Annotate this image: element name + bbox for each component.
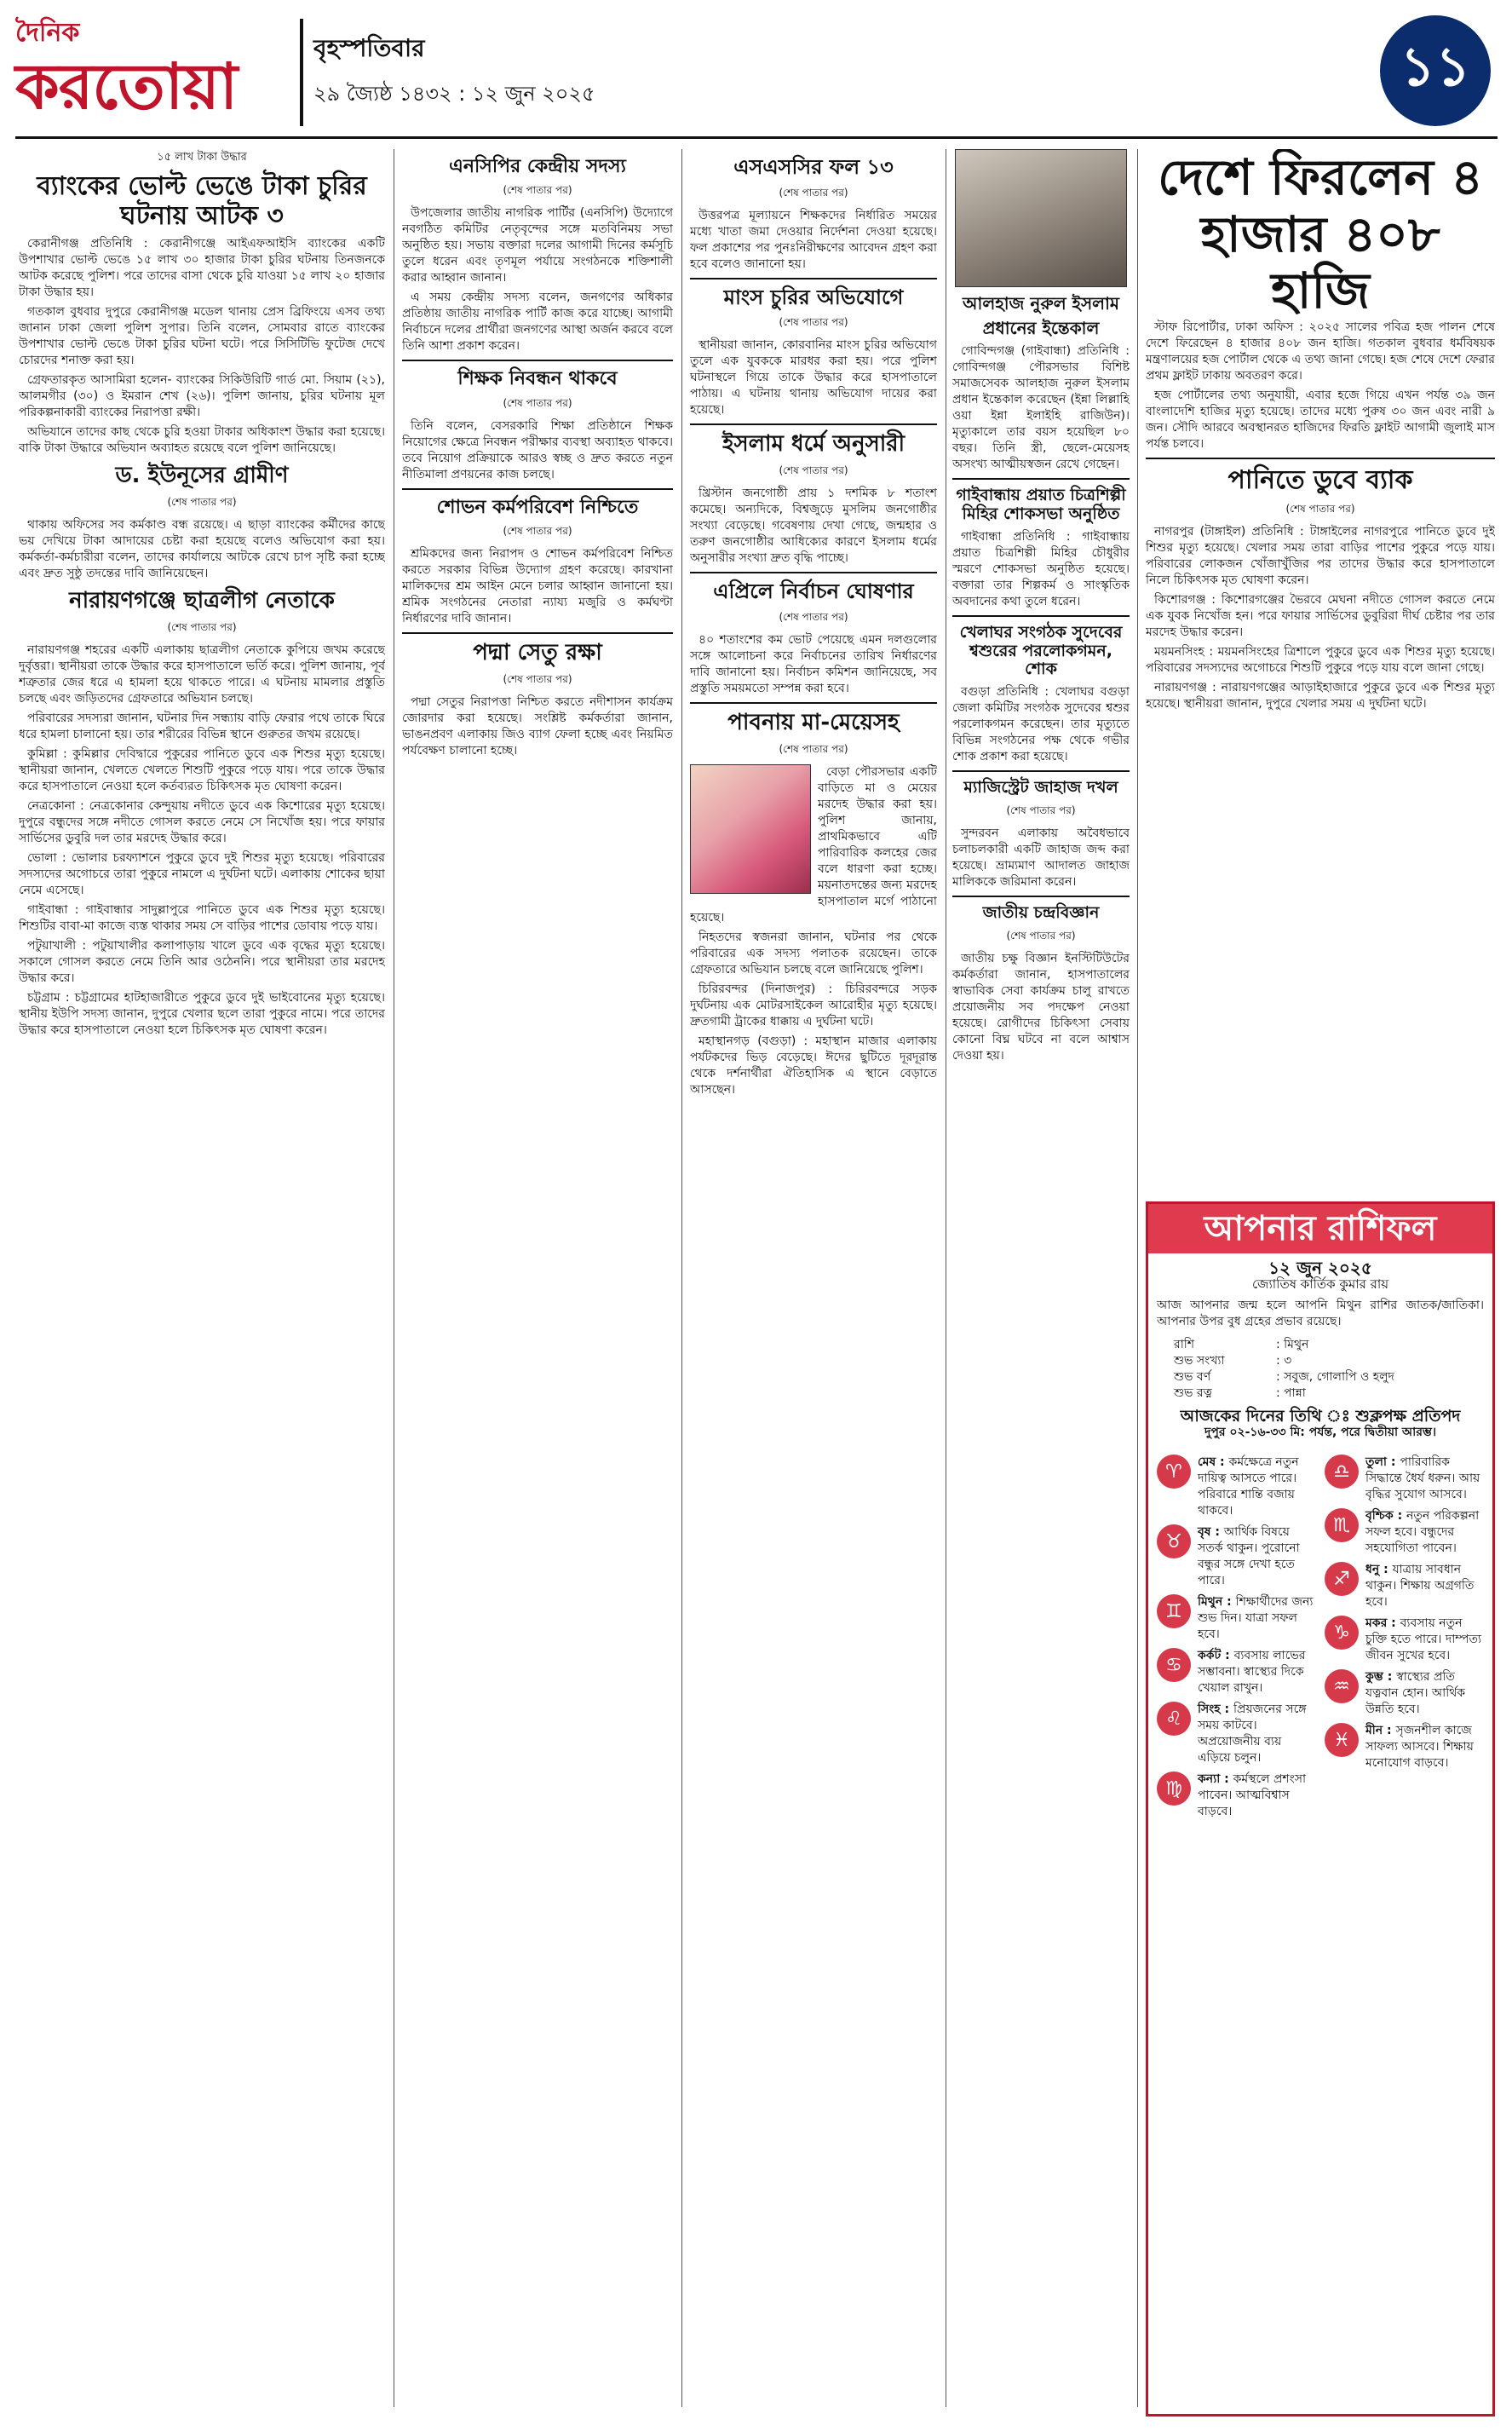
article-paragraph: ভোলা : ভোলার চরফ্যাশনে পুকুরে ডুবে দুই শিশুর মৃত্যু হয়েছে। পরিবারের সদস্যদের অগোচরে তারা পুকুরে নামলে এ দুর্ঘটনা ঘটে। এলাকায় শোকের ছায়া নেমে এসেছে। — [19, 850, 385, 897]
continued-label: (শেষ পাতার পর) — [503, 524, 572, 537]
horoscope-table-value: : সবুজ, গোলাপি ও হলুদ — [1276, 1370, 1394, 1384]
continued-label: (শেষ পাতার পর) — [167, 620, 237, 633]
zodiac-entry — [1325, 1669, 1484, 1718]
zodiac-text — [1198, 1702, 1316, 1766]
article-paragraph: গোবিন্দগঞ্জ (গাইবান্ধা) প্রতিনিধি : গোবিন্দগঞ্জ পৌরসভার বিশিষ্ট সমাজসেবক আলহাজ নুরুল ইসলাম প্রধান ইন্তেকাল করেছেন (ইন্না লিল্লাহি ওয়া ইন্না ইলাইহি রাজিউন)। মৃত্যুকালে তার বয়স হয়েছিল ৮০ বছর। তিনি স্ত্রী, ছেলে-মেয়েসহ অসংখ্য আত্মীয়স্বজন রেখে গেছেন। — [952, 344, 1130, 471]
zodiac-entry — [1157, 1771, 1316, 1820]
zodiac-sign-icon: ♏ — [1325, 1508, 1359, 1542]
zodiac-prediction: সৃজনশীল কাজে সাফল্য আসবে। শিক্ষায় মনোযোগ বাড়বে। — [1365, 1724, 1474, 1770]
horoscope-table-value: : পান্না — [1276, 1386, 1306, 1400]
article-headline: শোভন কর্মপরিবেশ নিশ্চিতে — [436, 496, 639, 518]
zodiac-sign-icon: ♊ — [1157, 1594, 1191, 1628]
tithi-heading: আজকের দিনের তিথি ঃ শুক্লপক্ষ প্রতিপদ — [1180, 1407, 1461, 1426]
article-headline: এসএসসির ফল ১৩ — [733, 155, 894, 179]
continued-label: (শেষ পাতার পর) — [779, 742, 848, 755]
horoscope-table-value: : ৩ — [1276, 1354, 1292, 1368]
zodiac-name: বৃষ : — [1198, 1525, 1224, 1539]
zodiac-entry — [1325, 1455, 1484, 1503]
zodiac-name: কুম্ভ : — [1365, 1670, 1397, 1684]
article-headline: ম্যাজিস্ট্রেট জাহাজ দখল — [963, 778, 1118, 798]
article-headline: খেলাঘর সংগঠক সুদেবের শ্বশুরের পরলোকগমন, শোক — [959, 622, 1123, 679]
article-headline: গাইবান্ধায় প্রয়াত চিত্রশিল্পী মিহির শোকসভা অনুষ্ঠিত — [956, 486, 1126, 523]
section-rule — [402, 632, 673, 634]
continued-label: (শেষ পাতার পর) — [503, 396, 572, 409]
zodiac-entry — [1157, 1524, 1316, 1589]
horoscope-table-row — [1174, 1353, 1484, 1369]
section-rule — [952, 896, 1130, 897]
article-paragraph: কুমিল্লা : কুমিল্লার দেবিদ্বারে পুকুরের পানিতে ডুবে এক শিশুর মৃত্যু হয়েছে। স্থানীয়রা জানান, খেলতে খেলতে শিশুটি পুকুরে পড়ে যায়। পরে তাকে উদ্ধার করে হাসপাতালে নেওয়া হলে কর্তব্যরত চিকিৎসক মৃত ঘোষণা করেন। — [19, 746, 385, 793]
zodiac-name: কন্যা : — [1198, 1772, 1233, 1786]
article-headline: ব্যাংকের ভোল্ট ভেঙে টাকা চুরির ঘটনায় আটক ৩ — [37, 171, 367, 231]
zodiac-entry — [1157, 1455, 1316, 1519]
section-rule — [402, 488, 673, 490]
zodiac-prediction: প্রিয়জনের সঙ্গে সময় কাটবে। অপ্রয়োজনীয় ব্যয় এড়িয়ে চলুন। — [1198, 1702, 1307, 1765]
zodiac-prediction: পারিবারিক সিদ্ধান্তে ধৈর্য ধরুন। আয় বৃদ্ধির সুযোগ আসবে। — [1365, 1455, 1480, 1501]
article-paragraph: কিশোরগঞ্জ : কিশোরগঞ্জের ভৈরবে মেঘনা নদীতে গোসল করতে নেমে এক যুবক নিখোঁজ হন। পরে ফায়ার সার্ভিসের ডুবুরিরা দীর্ঘ চেষ্টার পর তার মরদেহ উদ্ধার করেন। — [1146, 592, 1495, 639]
article-paragraph: বগুড়া প্রতিনিধি : খেলাঘর বগুড়া জেলা কমিটির সংগঠক সুদেবের শ্বশুর পরলোকগমন করেছেন। তার মৃত্যুতে বিভিন্ন সংগঠনের পক্ষ থেকে গভীর শোক প্রকাশ করা হয়েছে। — [952, 685, 1130, 764]
column-2 — [402, 149, 673, 2407]
article-paragraph: নেত্রকোনা : নেত্রকোনার কেন্দুয়ায় নদীতে ডুবে এক কিশোরের মৃত্যু হয়েছে। দুপুরে বন্ধুদের সঙ্গে নদীতে গোসল করতে নেমে সে নিখোঁজ হয়। পরে ফায়ার সার্ভিসের ডুবুরি দল তার মরদেহ উদ্ধার করে। — [19, 798, 385, 845]
zodiac-text — [1365, 1669, 1484, 1718]
zodiac-sign-icon: ♎ — [1325, 1455, 1359, 1489]
zodiac-entry — [1157, 1594, 1316, 1643]
newspaper-logo — [15, 12, 296, 140]
logo-small-text: দৈনিক — [15, 18, 80, 48]
zodiac-name: সিংহ : — [1198, 1702, 1233, 1716]
tithi-time: দুপুর ০২-১৬-৩৩ মি: পর্যন্ত, পরে দ্বিতীয়া আরম্ভ। — [1204, 1426, 1436, 1439]
article-paragraph: উপজেলার জাতীয় নাগরিক পার্টির (এনসিপি) উদ্যোগে নবগঠিত কমিটির নেতৃবৃন্দের সঙ্গে মতবিনিময় সভা অনুষ্ঠিত হয়। সভায় বক্তারা দলের আগামী দিনের কর্মসূচি তুলে ধরেন এবং তৃণমূল পর্যায়ে সংগঠনকে শক্তিশালী করার আহ্বান জানান। — [402, 206, 673, 285]
zodiac-prediction: কর্মক্ষেত্রে নতুন দায়িত্ব আসতে পারে। পরিবারে শান্তি বজায় থাকবে। — [1198, 1455, 1299, 1518]
article-headline: ড. ইউনূসের গ্রামীণ — [115, 463, 289, 488]
horoscope-table-value: : মিথুন — [1276, 1338, 1309, 1351]
article-headline: পাবনায় মা-মেয়েসহ — [727, 709, 900, 735]
continued-label: (শেষ পাতার পর) — [1285, 502, 1355, 515]
zodiac-text — [1365, 1723, 1484, 1771]
zodiac-entry — [1157, 1702, 1316, 1766]
article-paragraph: নারায়ণগঞ্জ শহরের একটি এলাকায় ছাত্রলীগ নেতাকে কুপিয়ে জখম করেছে দুর্বৃত্তরা। স্থানীয়রা তাকে উদ্ধার করে হাসপাতালে ভর্তি করে। পুলিশ জানায়, পূর্ব শত্রুতার জের ধরে এ হামলা হয়ে থাকতে পারে। এ ঘটনায় মামলার প্রস্তুতি চলছে এবং জড়িতদের গ্রেফতারে অভিযান চলছে। — [19, 642, 385, 706]
zodiac-prediction: ব্যবসায় লাভের সম্ভাবনা। স্বাস্থ্যের দিকে খেয়াল রাখুন। — [1198, 1649, 1306, 1695]
zodiac-text — [1198, 1455, 1316, 1519]
horoscope-box — [1146, 1201, 1495, 2417]
article-paragraph: পটুয়াখালী : পটুয়াখালীর কলাপাড়ায় খালে ডুবে এক বৃদ্ধের মৃত্যু হয়েছে। সকালে গোসল করতে নেমে তিনি আর ওঠেননি। পরে স্থানীয়রা তার মরদেহ উদ্ধার করে। — [19, 938, 385, 985]
portrait-photo — [955, 149, 1127, 287]
zodiac-name: কর্কট : — [1198, 1649, 1234, 1662]
continued-label: (শেষ পাতার পর) — [167, 495, 237, 508]
article-paragraph: অভিযানে তাদের কাছ থেকে চুরি হওয়া টাকার অধিকাংশ উদ্ধার করা হয়েছে। বাকি টাকা উদ্ধারে অভিযান অব্যাহত রয়েছে বলে পুলিশ জানিয়েছে। — [19, 425, 385, 455]
horoscope-table-row — [1174, 1369, 1484, 1385]
column-5 — [1146, 149, 1495, 1172]
horoscope-intro: আজ আপনার জন্ম হলে আপনি মিথুন রাশির জাতক/জাতিকা। আপনার উপর বুধ গ্রহের প্রভাব রয়েছে। — [1157, 1299, 1484, 1328]
article-paragraph: মহাস্থানগড় (বগুড়া) : মহাস্থান মাজার এলাকায় পর্যটকদের ভিড় বেড়েছে। ঈদের ছুটিতে দূরদূরান্ত থেকে দর্শনার্থীরা ঐতিহাসিক এ স্থানে বেড়াতে আসছেন। — [690, 1034, 937, 1097]
section-rule — [690, 702, 937, 704]
article-headline: এপ্রিলে নির্বাচন ঘোষণার — [713, 579, 914, 604]
zodiac-text — [1198, 1648, 1316, 1697]
article-kicker: ১৫ লাখ টাকা উদ্ধার — [157, 151, 247, 164]
zodiac-name: মেষ : — [1198, 1455, 1229, 1469]
article-paragraph: গাইবান্ধা : গাইবান্ধার সাদুল্লাপুরে পানিতে ডুবে এক শিশুর মৃত্যু হয়েছে। শিশুটির বাবা-মা কাজে ব্যস্ত থাকার সময় সে বাড়ির পাশের ডোবায় পড়ে যায়। — [19, 902, 385, 933]
article-headline: পদ্মা সেতু রক্ষা — [473, 639, 602, 665]
section-rule — [952, 615, 1130, 617]
continued-label: (শেষ পাতার পর) — [779, 610, 848, 623]
horoscope-title: আপনার রাশিফল — [1148, 1204, 1492, 1253]
page-number-badge: ১১ — [1380, 15, 1491, 126]
article-paragraph: ৪০ শতাংশের কম ভোট পেয়েছে এমন দলগুলোর সঙ্গে আলোচনা করে নির্বাচনের তারিখ নির্ধারণের দাবি জানানো হয়। নির্বাচন কমিশন জানিয়েছে, সব প্রস্তুতি সময়মতো সম্পন্ন করা হবে। — [690, 632, 937, 695]
horoscope-body — [1148, 1253, 1492, 1832]
continued-label: (শেষ পাতার পর) — [779, 464, 848, 477]
continued-label: (শেষ পাতার পর) — [1006, 929, 1076, 942]
continued-label: (শেষ পাতার পর) — [779, 316, 848, 329]
section-rule — [952, 478, 1130, 480]
section-rule — [1146, 458, 1495, 459]
article-headline: ইসলাম ধর্মে অনুসারী — [722, 431, 905, 458]
article-paragraph: নারায়ণগঞ্জ : নারায়ণগঞ্জের আড়াইহাজারে পুকুরে ডুবে এক শিশুর মৃত্যু হয়েছে। স্থানীয়রা জানান, দুপুরে খেলার সময় এ দুর্ঘটনা ঘটে। — [1146, 680, 1495, 711]
article-paragraph: চিরিরবন্দর (দিনাজপুর) : চিরিরবন্দরে সড়ক দুর্ঘটনায় এক মোটরসাইকেল আরোহীর মৃত্যু হয়েছে। দ্রুতগামী ট্রাকের ধাক্কায় এ দুর্ঘটনা ঘটে। — [690, 982, 937, 1028]
article-paragraph: উত্তরপত্র মূল্যায়নে শিক্ষকদের নির্ধারিত সময়ের মধ্যে খাতা জমা দেওয়ার নির্দেশনা দেওয়া হয়েছে। ফল প্রকাশের পর পুনঃনিরীক্ষণের আবেদন গ্রহণ করা হবে বলেও জানানো হয়। — [690, 208, 937, 271]
continued-label: (শেষ পাতার পর) — [503, 184, 572, 197]
horoscope-table — [1174, 1337, 1484, 1402]
article-paragraph: সুন্দরবন এলাকায় অবৈধভাবে চলাচলকারী একটি জাহাজ জব্দ করা হয়েছে। ভ্রাম্যমাণ আদালত জাহাজ মালিককে জরিমানা করেন। — [952, 827, 1130, 890]
zodiac-sign-icon: ♋ — [1157, 1648, 1191, 1682]
zodiac-name: মিথুন : — [1198, 1595, 1236, 1609]
zodiac-prediction: ব্যবসায় নতুন চুক্তি হতে পারে। দাম্পত্য জীবন সুখের হবে। — [1365, 1616, 1482, 1662]
child-photo — [690, 764, 811, 894]
zodiac-text — [1365, 1616, 1484, 1664]
zodiac-sign-icon: ♑ — [1325, 1616, 1359, 1650]
horoscope-table-key: রাশি — [1174, 1338, 1195, 1351]
article-headline: পানিতে ডুবে ব্যাক — [1227, 465, 1413, 496]
article-paragraph: ময়মনসিংহ : ময়মনসিংহের ত্রিশালে পুকুরে ডুবে এক শিশুর মৃত্যু হয়েছে। পরিবারের সদস্যদের অগোচরে শিশুটি পুকুরে পড়ে যায় বলে জানা গেছে। — [1146, 644, 1495, 675]
article-paragraph: পদ্মা সেতুর নিরাপত্তা নিশ্চিত করতে নদীশাসন কার্যক্রম জোরদার করা হয়েছে। সংশ্লিষ্ট কর্মকর্তারা জানান, ভাঙনপ্রবণ এলাকায় জিও ব্যাগ ফেলা হচ্ছে এবং নিয়মিত পর্যবেক্ষণ চালানো হচ্ছে। — [402, 694, 673, 758]
column-divider — [1137, 149, 1138, 2407]
article-headline: এনসিপির কেন্দ্রীয় সদস্য — [449, 156, 626, 177]
article-paragraph: এ সময় কেন্দ্রীয় সদস্য বলেন, জনগণের অধিকার প্রতিষ্ঠায় জাতীয় নাগরিক পার্টি কাজ করে যাচ্ছে। আগামী নির্বাচনে দলের প্রার্থীরা জনগণের আস্থা অর্জন করবে বলে তিনি আশা প্রকাশ করেন। — [402, 291, 673, 354]
continued-label: (শেষ পাতার পর) — [779, 186, 848, 199]
article-paragraph: কেরানীগঞ্জ প্রতিনিধি : কেরানীগঞ্জে আইএফআইসি ব্যাংকের একটি উপশাখার ভোল্ট ভেঙে ১৫ লাখ ৩০ হাজার টাকা চুরির ঘটনায় তিনজনকে আটক করেছে পুলিশ। পরে তাদের বাসা থেকে চুরি যাওয়া ১৫ লাখ ২০ হাজার টাকা উদ্ধার হয়। — [19, 237, 385, 299]
zodiac-name: মকর : — [1365, 1616, 1400, 1630]
zodiac-text — [1365, 1562, 1484, 1610]
zodiac-name: ধনু : — [1365, 1563, 1393, 1576]
zodiac-list-left — [1157, 1449, 1316, 1825]
zodiac-prediction: স্বাস্থ্যের প্রতি যত্নবান হোন। আর্থিক উন্নতি হবে। — [1365, 1670, 1466, 1716]
article-paragraph: নাগরপুর (টাঙ্গাইল) প্রতিনিধি : টাঙ্গাইলের নাগরপুরে পানিতে ডুবে দুই শিশুর মৃত্যু হয়েছে। খেলার সময় তারা বাড়ির পাশের পুকুরে পড়ে যায়। পরিবারের লোকজন খোঁজাখুঁজির পর তাদের উদ্ধার করে হাসপাতালে নিলে চিকিৎসক মৃত ঘোষণা করেন। — [1146, 524, 1495, 587]
zodiac-prediction: আর্থিক বিষয়ে সতর্ক থাকুন। পুরোনো বন্ধুর সঙ্গে দেখা হতে পারে। — [1198, 1525, 1300, 1587]
zodiac-sign-icon: ♌ — [1157, 1702, 1191, 1736]
issue-date: ২৯ জ্যৈষ্ঠ ১৪৩২ : ১২ জুন ২০২৫ — [313, 82, 595, 106]
article-paragraph: স্টাফ রিপোর্টার, ঢাকা অফিস : ২০২৫ সালের পবিত্র হজ পালন শেষে দেশে ফিরেছেন ৪ হাজার ৪০৮ জন হাজি। গতকাল বুধবার ধর্মবিষয়ক মন্ত্রণালয়ের হজ পোর্টাল থেকে এ তথ্য জানা গেছে। হজ শেষে দেশে ফেরার প্রথম ফ্লাইট ঢাকায় অবতরণ করে। — [1146, 320, 1495, 383]
section-rule — [690, 572, 937, 573]
horoscope-table-row — [1174, 1337, 1484, 1353]
lead-headline: দেশে ফিরলেন ৪ হাজার ৪০৮ হাজি — [1158, 149, 1483, 320]
zodiac-prediction: নতুন পরিকল্পনা সফল হবে। বন্ধুদের সহযোগিতা পাবেন। — [1365, 1509, 1480, 1555]
column-divider — [681, 149, 682, 2407]
zodiac-list-right — [1325, 1449, 1484, 1825]
horoscope-author: জ্যোতিষ কার্তিক কুমার রায় — [1251, 1276, 1389, 1292]
article-paragraph: খ্রিস্টান জনগোষ্ঠী প্রায় ১ দশমিক ৮ শতাংশ কমেছে। অন্যদিকে, বিশ্বজুড়ে মুসলিম জনগোষ্ঠীর সংখ্যা বেড়েছে। গবেষণায় দেখা গেছে, জন্মহার ও তরুণ জনগোষ্ঠীর আধিক্যের কারণে ইসলাম ধর্মের অনুসারীর সংখ্যা দ্রুত বৃদ্ধি পাচ্ছে। — [690, 487, 937, 566]
zodiac-text — [1198, 1771, 1316, 1820]
zodiac-text — [1198, 1594, 1316, 1643]
zodiac-sign-icon: ♉ — [1157, 1524, 1191, 1558]
article-paragraph: চট্টগ্রাম : চট্টগ্রামের হাটহাজারীতে পুকুরে ডুবে দুই ভাইবোনের মৃত্যু হয়েছে। স্থানীয় ইউপি সদস্য জানান, দুপুরে খেলার ছলে তারা পুকুরে নামে। পরে তাদের উদ্ধার করে হাসপাতালে নেওয়া হলে চিকিৎসক মৃত ঘোষণা করেন। — [19, 990, 385, 1037]
zodiac-entry — [1325, 1508, 1484, 1557]
zodiac-sign-icon: ♍ — [1157, 1771, 1191, 1806]
zodiac-prediction: কর্মস্থলে প্রশংসা পাবেন। আত্মবিশ্বাস বাড়বে। — [1198, 1772, 1307, 1818]
zodiac-prediction: শিক্ষার্থীদের জন্য শুভ দিন। যাত্রা সফল হবে। — [1198, 1595, 1314, 1641]
horoscope-date: ১২ জুন ২০২৫ — [1268, 1258, 1372, 1278]
zodiac-sign-icon: ♈ — [1157, 1455, 1191, 1489]
zodiac-name: তুলা : — [1365, 1455, 1400, 1469]
article-paragraph: পরিবারের সদস্যরা জানান, ঘটনার দিন সন্ধ্যায় বাড়ি ফেরার পথে তাকে ঘিরে ধরে হামলা চালানো হয়। তার শরীরের বিভিন্ন স্থানে গুরুতর জখম রয়েছে। — [19, 711, 385, 741]
section-rule — [690, 423, 937, 425]
article-paragraph: হজ পোর্টালের তথ্য অনুযায়ী, এবার হজে গিয়ে এখন পর্যন্ত ৩৯ জন বাংলাদেশি হাজির মৃত্যু হয়েছে। তাদের মধ্যে পুরুষ ৩০ জন এবং নারী ৯ জন। সৌদি আরবে অবস্থানরত হাজিদের ফিরতি ফ্লাইট আগামী জুলাই মাস পর্যন্ত চলবে। — [1146, 389, 1495, 452]
zodiac-entry — [1325, 1616, 1484, 1664]
article-headline: শিক্ষক নিবন্ধন থাকবে — [457, 368, 618, 390]
article-paragraph: গতকাল বুধবার দুপুরে কেরানীগঞ্জ মডেল থানায় প্রেস ব্রিফিংয়ে এসব তথ্য জানান ঢাকা জেলা পুলিশ সুপার। তিনি বলেন, সোমবার রাতে ব্যাংকের উপশাখার ভোল্ট ভেঙে টাকা চুরির ঘটনা ঘটে। পরে সিসিটিভি ফুটেজ দেখে চোরদের শনাক্ত করা হয়। — [19, 305, 385, 367]
article-headline: প্রধানের ইন্তেকাল — [982, 318, 1100, 338]
obituary-name: আলহাজ নুরুল ইসলাম — [963, 293, 1119, 314]
zodiac-entry — [1325, 1562, 1484, 1610]
zodiac-name: বৃশ্চিক : — [1365, 1509, 1407, 1523]
article-paragraph: শ্রমিকদের জন্য নিরাপদ ও শোভন কর্মপরিবেশ নিশ্চিত করতে সরকার বিভিন্ন উদ্যোগ গ্রহণ করেছে। কারখানা মালিকদের শ্রম আইন মেনে চলার আহ্বান জানানো হয়। শ্রমিক সংগঠনের নেতারা ন্যায্য মজুরি ও কর্মঘণ্টা নির্ধারণের দাবি জানান। — [402, 546, 673, 625]
zodiac-entry — [1157, 1648, 1316, 1697]
continued-label: (শেষ পাতার পর) — [503, 672, 572, 685]
zodiac-sign-icon: ♒ — [1325, 1669, 1359, 1703]
column-3 — [690, 149, 937, 2407]
horoscope-table-key: শুভ রত্ন — [1174, 1386, 1212, 1400]
article-paragraph: গাইবান্ধা প্রতিনিধি : গাইবান্ধায় প্রয়াত চিত্রশিল্পী মিহির চৌধুরীর স্মরণে শোকসভা অনুষ্ঠিত হয়েছে। বক্তারা তার শিল্পকর্ম ও সাংস্কৃতিক অবদানের কথা তুলে ধরেন। — [952, 529, 1130, 608]
column-4 — [952, 149, 1130, 2407]
issue-day: বৃহস্পতিবার — [313, 34, 425, 62]
column-1 — [19, 149, 385, 2407]
article-paragraph: থাকায় অফিসের সব কর্মকাণ্ড বন্ধ রয়েছে। এ ছাড়া ব্যাংকের কর্মীদের কাছে ভয় দেখিয়ে টাকা আদায়ের চেষ্টা করা হয়েছে বলেও অভিযোগ করা হয়। কর্মকর্তা-কর্মচারীরা বলেন, তাদের কার্যালয়ে আটকে রেখে চাপ সৃষ্টি করা হচ্ছে এবং দ্রুত সুষ্ঠু তদন্তের দাবি জানিয়েছেন। — [19, 517, 385, 580]
zodiac-name: মীন : — [1365, 1724, 1396, 1737]
section-rule — [402, 360, 673, 361]
zodiac-sign-icon: ♐ — [1325, 1562, 1359, 1596]
article-headline: মাংস চুরির অভিযোগে — [723, 285, 904, 309]
article-headline: নারায়ণগঞ্জে ছাত্রলীগ নেতাকে — [69, 587, 335, 614]
zodiac-entry — [1325, 1723, 1484, 1771]
article-paragraph: বেড়া পৌরসভার একটি বাড়িতে মা ও মেয়ের মরদেহ উদ্ধার করা হয়। পুলিশ জানায়, প্রাথমিকভাবে এটি পারিবারিক কলহের জের বলে ধারণা করা হচ্ছে। ময়নাতদন্তের জন্য মরদেহ হাসপাতাল মর্গে পাঠানো হয়েছে। — [690, 764, 937, 925]
zodiac-text — [1365, 1508, 1484, 1557]
horoscope-table-key: শুভ বর্ণ — [1174, 1370, 1211, 1384]
article-paragraph: জাতীয় চক্ষু বিজ্ঞান ইনস্টিটিউটের কর্মকর্তারা জানান, হাসপাতালের স্বাভাবিক সেবা কার্যক্রম চালু রাখতে প্রয়োজনীয় সব পদক্ষেপ নেওয়া হয়েছে। রোগীদের চিকিৎসা সেবায় কোনো বিঘ্ন ঘটবে না বলে আশ্বাস দেওয়া হয়। — [952, 951, 1130, 1063]
zodiac-sign-icon: ♓ — [1325, 1723, 1359, 1757]
zodiac-prediction: যাত্রায় সাবধান থাকুন। শিক্ষায় অগ্রগতি হবে। — [1365, 1563, 1475, 1609]
article-headline: জাতীয় চন্দ্রবিজ্ঞান — [982, 903, 1100, 923]
section-rule — [952, 770, 1130, 772]
masthead-rule — [15, 136, 1498, 139]
horoscope-table-key: শুভ সংখ্যা — [1174, 1354, 1225, 1368]
logo-main-text: করতোয়া — [15, 50, 238, 124]
article-paragraph: স্থানীয়রা জানান, কোরবানির মাংস চুরির অভিযোগ তুলে এক যুবককে মারধর করা হয়। পরে পুলিশ ঘটনাস্থলে গিয়ে তাকে উদ্ধার করে হাসপাতালে পাঠায়। এ ঘটনায় থানায় অভিযোগ দায়ের করা হয়েছে। — [690, 338, 937, 418]
article-paragraph: গ্রেফতারকৃত আসামিরা হলেন- ব্যাংকের সিকিউরিটি গার্ড মো. সিয়াম (২১), আলমগীর (৩০) ও ইমরান শেখ (২৬)। পুলিশ জানায়, চুরির ঘটনায় মূল পরিকল্পনাকারী ব্যাংকের নিরাপত্তা রক্ষী। — [19, 373, 385, 419]
zodiac-text — [1198, 1524, 1316, 1589]
continued-label: (শেষ পাতার পর) — [1006, 804, 1076, 817]
horoscope-table-row — [1174, 1385, 1484, 1402]
zodiac-text — [1365, 1455, 1484, 1503]
masthead-divider — [300, 19, 303, 126]
article-paragraph: তিনি বলেন, বেসরকারি শিক্ষা প্রতিষ্ঠানে শিক্ষক নিয়োগের ক্ষেত্রে নিবন্ধন পরীক্ষার ব্যবস্থা অব্যাহত থাকবে। তবে নিয়োগ প্রক্রিয়াকে আরও স্বচ্ছ ও দ্রুত করতে নতুন নীতিমালা প্রণয়নের কাজ চলছে। — [402, 418, 673, 481]
section-rule — [690, 278, 937, 279]
article-paragraph: নিহতদের স্বজনরা জানান, ঘটনার পর থেকে পরিবারের এক সদস্য পলাতক রয়েছেন। তাকে গ্রেফতারে অভিযান চলছে বলে জানিয়েছে পুলিশ। — [690, 930, 937, 976]
